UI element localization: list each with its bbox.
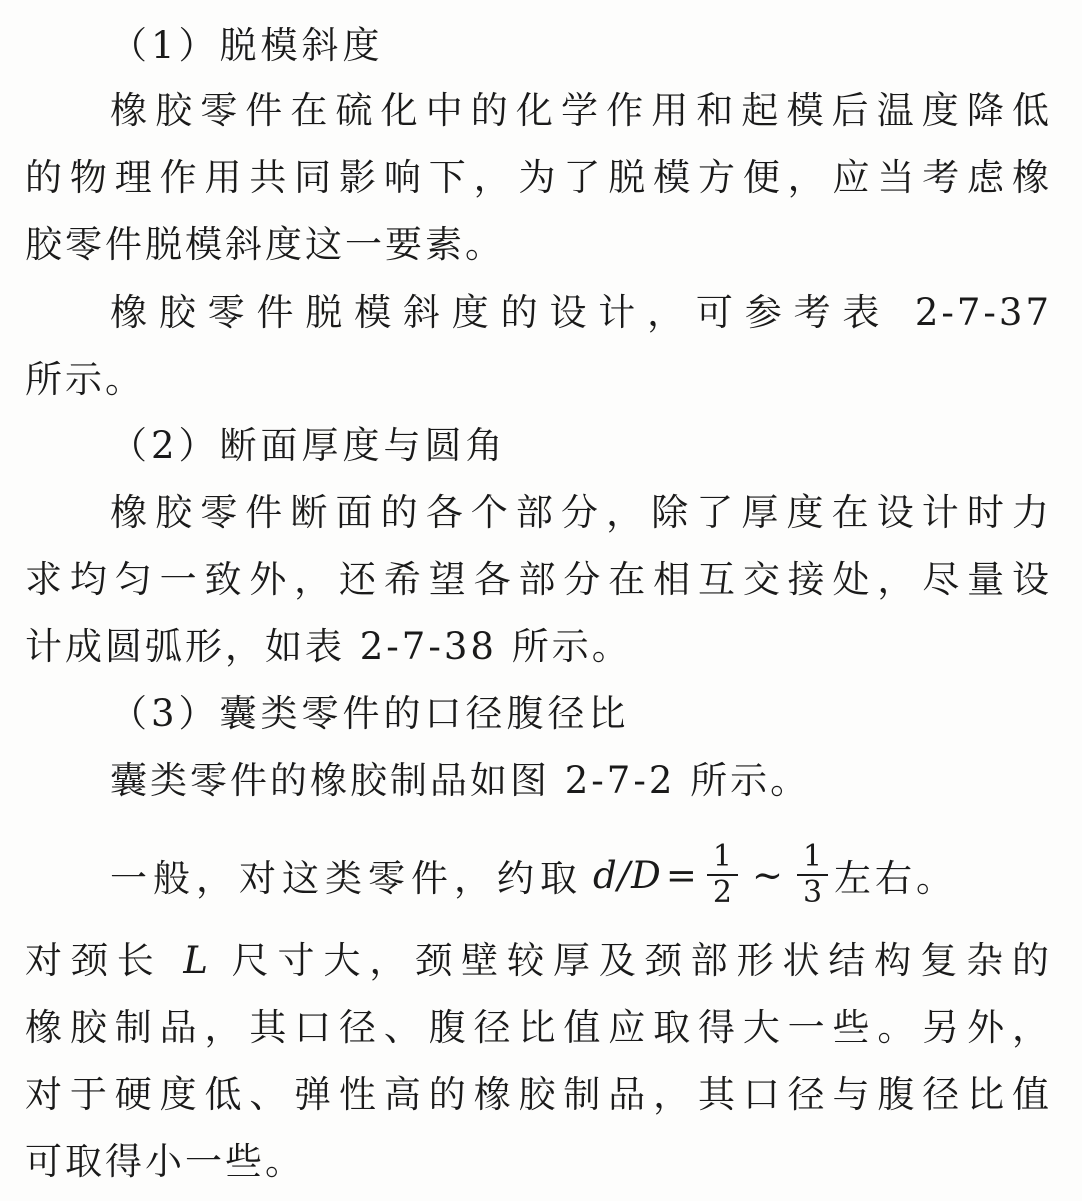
section-3-heading: （3）囊类零件的口径腹径比: [110, 692, 630, 735]
variable-L: L: [183, 939, 211, 982]
fraction-numerator: 1: [707, 840, 738, 876]
fraction-denominator: 2: [712, 875, 732, 910]
paragraph-line: 求均匀一致外，还希望各部分在相互交接处，尽量设: [25, 558, 1052, 601]
paragraph-line: [0, 935, 1082, 987]
text-fragment: 对颈长: [25, 939, 163, 982]
paragraph-line: 囊类零件的橡胶制品如图 2-7-2 所示。: [110, 759, 811, 802]
formula-line: [0, 830, 1082, 920]
fraction-denominator: 3: [802, 875, 823, 910]
paragraph-line: 可取得小一些。: [25, 1140, 305, 1183]
paragraph-line: 橡胶零件脱模斜度的设计，可参考表 2-7-37: [110, 291, 1052, 334]
formula-prefix: 一般，对这类零件，约取: [110, 857, 583, 900]
paragraph-line: 所示。: [25, 358, 145, 401]
formula-suffix: 左右。: [834, 857, 958, 900]
paragraph-line: 的物理作用共同影响下，为了脱模方便，应当考虑橡: [25, 156, 1052, 199]
section-2-heading: （2）断面厚度与圆角: [110, 424, 507, 467]
paragraph-line: 计成圆弧形，如表 2-7-38 所示。: [25, 625, 632, 668]
paragraph-line: 橡胶零件在硫化中的化学作用和起模后温度降低: [110, 89, 1052, 132]
paragraph-line: 对于硬度低、弹性高的橡胶制品，其口径与腹径比值: [25, 1073, 1052, 1116]
section-1-heading: （1）脱模斜度: [110, 24, 384, 67]
formula-equals: =: [665, 853, 697, 897]
formula-tilde: ~: [751, 853, 783, 897]
text-fragment: 尺寸大，颈壁较厚及颈部形状结构复杂的: [231, 939, 1053, 982]
fraction-numerator: 1: [797, 840, 828, 876]
fraction-third: [797, 840, 828, 910]
formula-lhs: d/D: [593, 853, 662, 897]
paragraph-line: 橡胶零件断面的各个部分，除了厚度在设计时力: [110, 491, 1052, 534]
fraction-half: [707, 840, 738, 910]
paragraph-line: 橡胶制品，其口径、腹径比值应取得大一些。另外，: [25, 1006, 1052, 1049]
paragraph-line: 胶零件脱模斜度这一要素。: [25, 223, 505, 266]
